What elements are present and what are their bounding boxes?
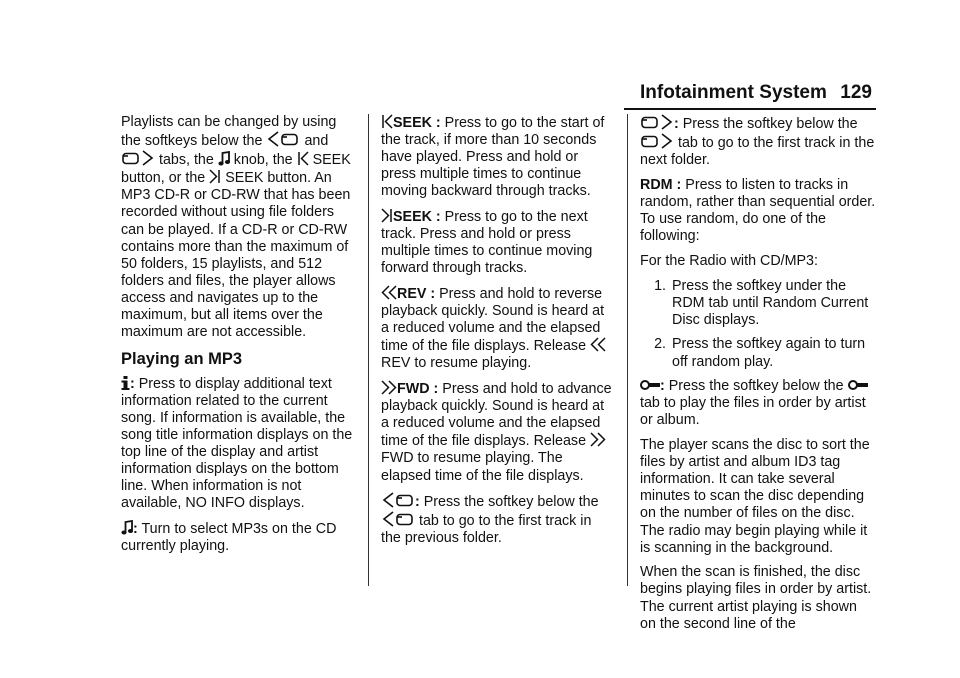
previous-folder-icon [381, 511, 415, 527]
header-rule [624, 108, 876, 110]
paragraph-scan: The player scans the disc to sort the files by artist and album ID3 tag information. It can take several minutes to scan the disc depending on the number of files on the disc. The radio may begin playing while it is scanning in the background. [640, 437, 870, 556]
next-folder-icon [640, 133, 674, 149]
info-icon [121, 376, 130, 390]
seek-forward-icon [381, 208, 393, 223]
paragraph-rdm: RDM : Press to listen to tracks in random, rather than sequential order. To use random, do one of the following: [640, 176, 876, 245]
column-divider-1 [368, 114, 369, 586]
paragraph-next-folder: : Press the softkey below the tab to go to the first track in the next folder. [640, 116, 875, 169]
fast-forward-icon [590, 432, 606, 447]
numbered-list [640, 278, 876, 371]
paragraph-info: : Press to display additional text information related to the current song. If information is available, the song title information displays on the top line of the display and artist information displays on the bottom line. When information is not available, NO INFO displays. [121, 375, 353, 512]
music-note-icon [218, 151, 230, 166]
section-title: Infotainment System [640, 82, 827, 103]
paragraph-seek-back: SEEK : Press to go to the start of the track, if more than 10 seconds have played. Press and hold or press multiple times to continue moving backward through tracks. [381, 115, 605, 200]
paragraph-previous-folder: : Press the softkey below the tab to go to the first track in the previous folder. [381, 494, 599, 547]
next-folder-icon [121, 150, 155, 166]
paragraph-playlists: Playlists can be changed by using the softkeys below the and tabs, the knob, the SEEK button, or the SEEK button. An MP3 CD-R or CD-RW that has been recorded without using file folders can be played. If a CD-R or CD-RW contains more than the maximum of 50 folders, 15 playlists, and 512 folders and files, the player allows access and navigates up to the maximum, but all items over the maximum are not accessible. [121, 114, 351, 341]
column-3 [640, 114, 876, 640]
list-item: 1. Press the softkey under the RDM tab until Random Current Disc displays. [654, 277, 869, 328]
artist-album-icon [848, 378, 868, 392]
fast-forward-icon [381, 380, 397, 395]
next-folder-icon [640, 114, 674, 130]
artist-album-icon [640, 378, 660, 392]
seek-back-icon [297, 151, 309, 166]
paragraph-rev: REV : Press and hold to reverse playback quickly. Sound is heard at a reduced volume and the elapsed time of the file displays. Release REV to resume playing. [381, 286, 605, 372]
paragraph-scan-finished: When the scan is finished, the disc begins playing files in order by artist. The current artist playing is shown on the second line of the [640, 564, 872, 632]
paragraph-radio-cd: For the Radio with CD/MP3: [640, 252, 818, 269]
seek-back-icon [381, 114, 393, 129]
paragraph-fwd: FWD : Press and hold to advance playback quickly. Sound is heard at a reduced volume and the elapsed time of the file displays. Release FWD to resume playing. The elapsed time of the file displays. [381, 381, 612, 484]
page-number: 129 [840, 82, 872, 103]
previous-folder-icon [381, 492, 415, 508]
running-header [640, 82, 876, 106]
list-item: 2. Press the softkey again to turn off random play. [654, 336, 866, 370]
previous-folder-icon [266, 131, 300, 147]
column-2 [381, 114, 615, 555]
paragraph-knob: : Turn to select MP3s on the CD currently playing. [121, 521, 337, 555]
seek-forward-icon [209, 169, 221, 184]
section-heading: Playing an MP3 [121, 349, 243, 368]
rewind-icon [381, 285, 397, 300]
column-1 [121, 114, 355, 563]
music-note-icon [121, 520, 133, 535]
paragraph-artist-album: : Press the softkey below the tab to play the files in order by artist or album. [640, 378, 866, 429]
paragraph-seek-forward: SEEK : Press to go to the next track. Press and hold or press multiple times to continue moving forward through tracks. [381, 209, 593, 277]
rewind-icon [590, 337, 606, 352]
column-divider-2 [627, 114, 628, 586]
